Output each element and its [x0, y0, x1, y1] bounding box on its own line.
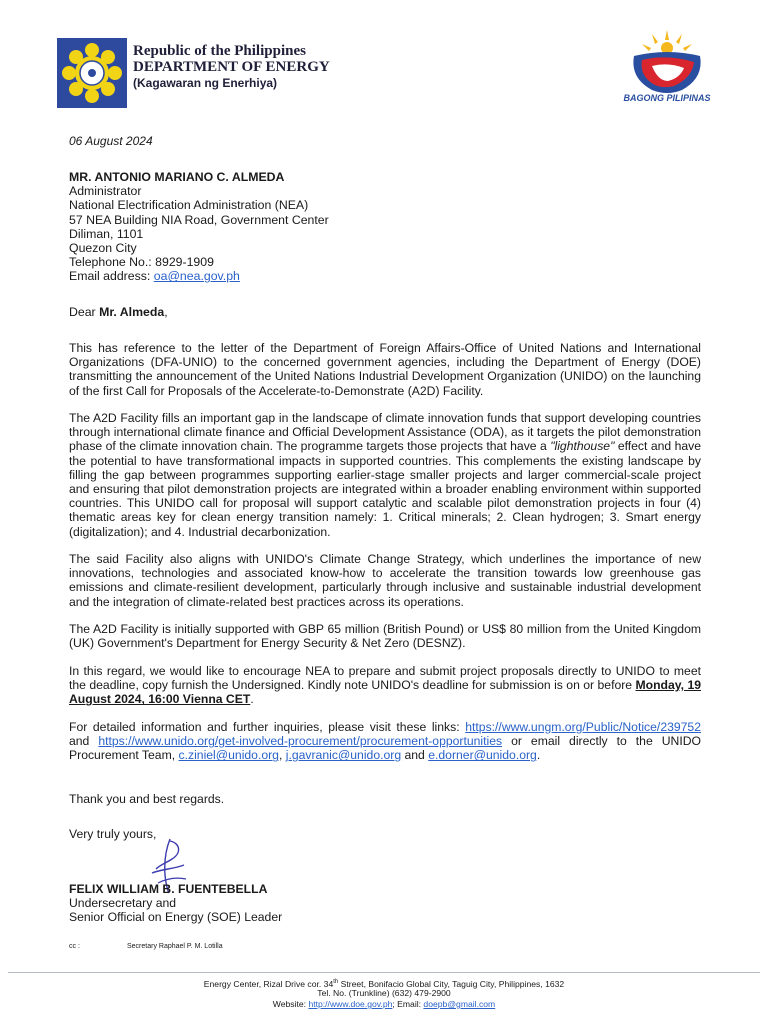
recipient-city: Quezon City [69, 241, 137, 256]
footer-address-part-a: Energy Center, Rizal Drive cor. 34 [203, 978, 334, 989]
recipient-title: Administrator [69, 184, 142, 199]
footer-email-label: ; Email: [392, 999, 422, 1009]
signatory-title-1: Undersecretary and [69, 896, 177, 911]
footer-email-link[interactable]: doepb@gmail.com [423, 999, 496, 1009]
letterhead-republic: Republic of the Philippines [133, 43, 306, 59]
letterhead-kagawaran: (Kagawaran ng Enerhiya) [133, 76, 278, 90]
recipient-street: 57 NEA Building NIA Road, Government Center [69, 212, 329, 227]
closing-valediction: Very truly yours, [69, 827, 157, 841]
recipient-name: MR. ANTONIO MARIANO C. ALMEDA [69, 170, 285, 184]
footer-address-ordinal: th [333, 979, 339, 985]
closing-thanks: Thank you and best regards. [69, 792, 225, 806]
body-paragraph-2 [69, 411, 701, 539]
letter-date: 06 August 2024 [69, 134, 153, 148]
doe-seal-icon [57, 38, 127, 108]
body-paragraph-5 [69, 664, 701, 707]
recipient-email-link[interactable]: oa@nea.gov.ph [153, 269, 240, 284]
body-paragraph-6-and-2: and [404, 748, 425, 763]
footer-website-label: Website: [272, 999, 307, 1009]
recipient-district: Diliman, 1101 [69, 226, 144, 241]
salutation-name: Mr. Almeda [99, 305, 165, 319]
recipient-phone: Telephone No.: 8929-1909 [69, 255, 214, 270]
body-paragraph-5-end: . [250, 692, 254, 707]
body-paragraph-3: The said Facility also aligns with UNIDO's Climate Change Strategy, which underlines the importance of new innovations, technologies and associated know-how to accelerate the transition towards low greenhouse gas emissions and climate-resilient development, particularly through inclusive and sustainable industrial development and the integration of climate-related best practices across its operations. [69, 552, 701, 609]
signatory-title-2: Senior Official on Energy (SOE) Leader [69, 910, 283, 925]
body-paragraph-2-part-b: effect and have the potential to have transformational impacts in supported countries. This complements the existing landscape by filling the gap between programmes supporting earlier-stage smaller projects and larger commercial-scale project and ensuring that pilot demonstration projects are integrated within a broader enabling environment within supported countries. This UNIDO call for proposal will support catalytic and scalable pilot demonstration projects in four (4) thematic areas key for clean energy transition namely: 1. Critical minerals; 2. Clean hydrogen; 3. Smart energy (digitalization); and 4. Industrial decarbonization. [69, 439, 702, 539]
body-paragraph-4: The A2D Facility is initially supported with GBP 65 million (British Pound) or US$ 80 million from the United Kingdom (UK) Government's Department for Energy Security & Net Zero (DESNZ). [69, 622, 701, 651]
body-paragraph-6-intro: For detailed information and further inquiries, please visit these links: [69, 720, 460, 734]
recipient-block [69, 170, 329, 284]
footer-contact [0, 999, 768, 1010]
lighthouse-term: "lighthouse" [550, 439, 615, 454]
salutation [69, 305, 168, 319]
footer-telephone: Tel. No. (Trunkline) (632) 479-2900 [317, 988, 451, 998]
recipient-email-line [69, 269, 329, 283]
email-link-dorner[interactable]: e.dorner@unido.org [428, 748, 537, 763]
signatory-name: FELIX WILLIAM B. FUENTEBELLA [69, 882, 268, 896]
body-paragraph-6-end: . [536, 748, 541, 763]
body-paragraph-5-text: In this regard, we would like to encourage NEA to prepare and submit project proposals directly to UNIDO to meet the deadline, copy furnish the Undersigned. Kindly note UNIDO's deadline for submission is on or before [69, 664, 701, 693]
unido-procurement-link[interactable]: https://www.unido.org/get-involved-procurement/procurement-opportunities [98, 734, 503, 749]
deadline-text: Monday, 19 August 2024, 16:00 Vienna CET [69, 678, 701, 707]
cc-recipient: Secretary Raphael P. M. Lotilla [127, 943, 223, 950]
salutation-prefix: Dear [69, 305, 96, 319]
body-paragraph-1: This has reference to the letter of the Department of Foreign Affairs-Office of United Nations and International Organizations (DFA-UNIO) to the concerned government agencies, including the Department of Energy (DOE) transmitting the announcement of the United Nations Industrial Development Organization (UNIDO) on the launching of the first Call for Proposals of the Accelerate-to-Demonstrate (A2D) Facility. [69, 341, 701, 398]
recipient-email-label: Email address: [69, 269, 151, 284]
signatory-block [69, 882, 282, 925]
cc-label: cc : [69, 943, 80, 950]
bagong-pilipinas-logo-text: BAGONG PILIPINAS [623, 93, 711, 103]
ungm-notice-link[interactable]: https://www.ungm.org/Public/Notice/239752 [465, 720, 701, 734]
recipient-org: National Electrification Administration (NEA) [69, 198, 309, 213]
footer-website-link[interactable]: http://www.doe.gov.ph [308, 999, 393, 1009]
cc-line [69, 943, 223, 950]
salutation-comma: , [164, 305, 168, 319]
letterhead-department: DEPARTMENT OF ENERGY [133, 59, 330, 75]
email-link-ziniel[interactable]: c.ziniel@unido.org [178, 748, 279, 763]
body-paragraph-6-mid: or email directly to the UNIDO Procurement Team, [69, 734, 702, 763]
footer-address-part-b: Street, Bonifacio Global City, Taguig City, Philippines, 1632 [338, 978, 565, 989]
email-link-gavranic[interactable]: j.gavranic@unido.org [285, 748, 402, 763]
body-paragraph-6-and: and [69, 734, 90, 749]
body-paragraph-6: For detailed information and further inquiries, please visit these links: https://www.ungm.org/Public/Notice/239752 and https://www.unido.org/get-involved-procurement/procurement-opportunities or email directly to the UNIDO Procurement Team, c.ziniel@unido.org, j.gavranic@unido.org and e.dorner@unido.org. [69, 720, 702, 763]
body-paragraph-2-part-a: The A2D Facility fills an important gap in the landscape of climate innovation funds that support developing countries through international climate finance and Official Development Assistance (ODA), as it targets the pilot demonstration phase of the climate innovation chain. The programme targets those projects that have a [69, 411, 701, 454]
footer-divider [8, 972, 760, 973]
